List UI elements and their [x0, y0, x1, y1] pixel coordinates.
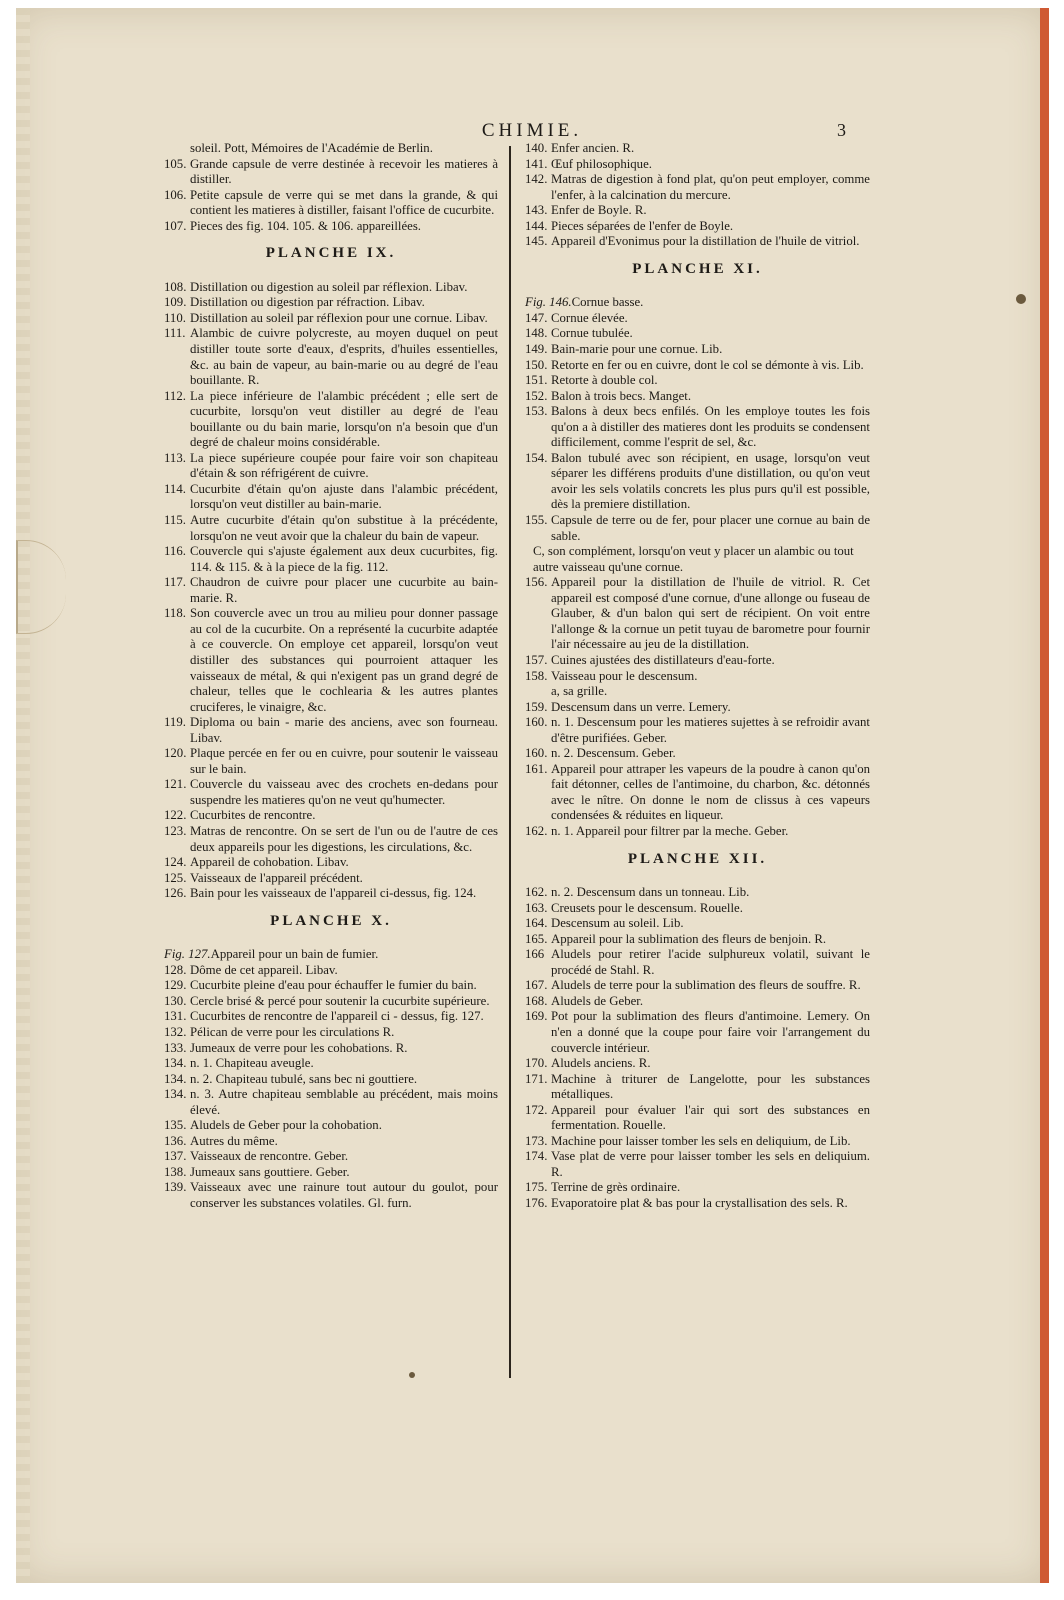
entry-item	[525, 234, 870, 250]
entry-number: 154.	[525, 450, 548, 465]
entry-text: Diploma ou bain - marie des anciens, avec son fourneau. Libav.	[190, 715, 498, 745]
entry-text: Plaque percée en fer ou en cuivre, pour soutenir le vaisseau sur le bain.	[190, 746, 498, 776]
entry-item	[164, 513, 498, 544]
entry-list	[525, 700, 870, 840]
entry-item	[525, 746, 870, 762]
entry-item	[164, 295, 498, 311]
section-heading: PLANCHE XI.	[632, 260, 763, 277]
entry-item	[164, 157, 498, 188]
entry-item	[525, 157, 870, 173]
entry-text: Autres du même.	[190, 1133, 278, 1148]
entry-item	[525, 389, 870, 405]
ink-speck	[1016, 294, 1026, 304]
left-column	[164, 141, 498, 1212]
entry-number: 160.	[525, 715, 548, 730]
entry-number: 158.	[525, 668, 548, 683]
entry-text: Œuf philosophique.	[551, 156, 652, 171]
entry-item	[525, 1196, 870, 1212]
entry-number: 141.	[525, 156, 548, 171]
entry-number: 142.	[525, 172, 548, 187]
entry-text: Cucurbites de rencontre de l'appareil ci - dessus, fig. 127.	[190, 1009, 484, 1024]
entry-number: 170.	[525, 1056, 548, 1071]
entry-number: 115.	[164, 513, 186, 528]
entry-item	[525, 451, 870, 513]
entry-text: Matras de rencontre. On se sert de l'un ou de l'autre de ces deux appareils pour les digestions, les circulations, &c.	[190, 823, 498, 854]
entry-item	[164, 389, 498, 451]
entry-text: n. 3. Autre chapiteau semblable au précédent, mais moins élevé.	[190, 1087, 498, 1117]
entry-number: 130.	[164, 993, 187, 1008]
entry-item	[525, 824, 870, 840]
entry-text: Appareil de cohobation. Libav.	[190, 855, 349, 870]
entry-number: 133.	[164, 1040, 187, 1055]
entry-item	[525, 916, 870, 932]
entry-number: 113.	[164, 450, 186, 465]
entry-item	[164, 575, 498, 606]
entry-item	[164, 994, 498, 1010]
entry-item	[525, 715, 870, 746]
entry-item	[164, 947, 498, 963]
entry-number: 118.	[164, 606, 186, 621]
entry-number: 125.	[164, 870, 187, 885]
entry-item	[525, 1056, 870, 1072]
entry-number: 136.	[164, 1133, 187, 1148]
entry-text: Cornue tubulée.	[551, 326, 633, 341]
intro-line: soleil. Pott, Mémoires de l'Académie de Berlin.	[190, 141, 433, 155]
entry-number: 106.	[164, 187, 187, 202]
entry-item	[164, 1180, 498, 1211]
entry-item	[164, 1072, 498, 1088]
entry-text: Cornue basse.	[571, 295, 644, 310]
entry-item	[164, 1134, 498, 1150]
entry-item	[164, 311, 498, 327]
entry-item	[525, 994, 870, 1010]
entry-list	[525, 295, 870, 544]
entry-list	[164, 280, 498, 902]
entry-text: Retorte en fer ou en cuivre, dont le col se démonte à vis. Lib.	[551, 357, 864, 372]
entry-item	[525, 404, 870, 451]
entry-item	[164, 606, 498, 715]
entry-item	[164, 746, 498, 777]
section-heading: PLANCHE IX.	[265, 245, 397, 262]
entry-text: n. 1. Appareil pour filtrer par la meche. Geber.	[551, 823, 789, 838]
page-number: 3	[837, 120, 846, 140]
entry-item	[164, 777, 498, 808]
entry-text: Descensum dans un verre. Lemery.	[551, 699, 731, 714]
entry-text: Pot pour la sublimation des fleurs d'antimoine. Lemery. On n'en a donné que la coupe pour faire voir l'arrangement du couvercle intérieur.	[551, 1009, 870, 1055]
entry-number: 126.	[164, 886, 187, 901]
entry-text: Terrine de grès ordinaire.	[551, 1180, 681, 1195]
entry-text: Pieces des fig. 104. 105. & 106. appareillées.	[190, 218, 421, 233]
binding-thread	[16, 540, 66, 634]
ink-speck	[409, 1372, 415, 1378]
entry-item	[525, 295, 870, 311]
entry-item	[525, 1134, 870, 1150]
entry-number: 171.	[525, 1071, 548, 1086]
entry-text: Creusets pour le descensum. Rouelle.	[551, 900, 743, 915]
entry-text: Enfer de Boyle. R.	[551, 203, 647, 218]
entry-text: Distillation au soleil par réflexion pour une cornue. Libav.	[190, 310, 488, 325]
entry-text: Chaudron de cuivre pour placer une cucurbite au bain-marie. R.	[190, 575, 498, 605]
entry-text: La piece inférieure de l'alambic précédent ; elle sert de cucurbite, lorsqu'on veut distiller au degré de l'eau bouillante ou du bain marie, lorsqu'on n'a besoin que d'un degré de chaleur moins considérable.	[190, 388, 498, 450]
section-heading: PLANCHE XII.	[627, 850, 768, 867]
entry-item	[525, 1180, 870, 1196]
entry-item	[164, 1025, 498, 1041]
entry-number: 121.	[164, 777, 187, 792]
entry-number: 153.	[525, 404, 548, 419]
entry-number: 148.	[525, 326, 548, 341]
entry-item	[164, 715, 498, 746]
entry-text: Retorte à double col.	[551, 373, 658, 388]
entry-text: Balons à deux becs enfilés. On les employe toutes les fois qu'on a à distiller des matieres dont les produits se condensent difficilement, comme l'esprit de sel, &c.	[551, 404, 870, 450]
entry-number: 162.	[525, 823, 548, 838]
entry-number: 149.	[525, 342, 548, 357]
entry-text: Son couvercle avec un trou au milieu pour donner passage au col de la cucurbite. On a représenté la cucurbite adaptée à ce couvercle. On employe cet appareil, lorsqu'on veut distiller des substances qui pourroient attaquer les vaisseaux de métal, & qui n'exigent pas un grand degré de chaleur, telles que le cochlearia & les autres plantes cruciferes, le vinaigre, &c.	[190, 606, 498, 714]
entry-text: Balon à trois becs. Manget.	[551, 388, 692, 403]
entry-text: Appareil pour un bain de fumier.	[210, 947, 379, 962]
entry-number: 164.	[525, 916, 548, 931]
entry-number: 109.	[164, 295, 187, 310]
entry-number: 166	[525, 947, 545, 962]
entry-item	[164, 1149, 498, 1165]
entry-text: Appareil pour attraper les vapeurs de la poudre à canon qu'on fait détonner, celles de l'antimoine, du charbon, &c. détonnés avec le nître. On donne le nom de clissus à ces vapeurs condensées & réduites en liqueur.	[551, 761, 870, 823]
entry-item	[525, 311, 870, 327]
entry-number: 114.	[164, 481, 186, 496]
entry-item	[525, 978, 870, 994]
entry-item	[164, 1056, 498, 1072]
entry-item	[525, 901, 870, 917]
right-column	[525, 141, 870, 1212]
entry-item	[525, 947, 870, 978]
entry-number: 117.	[164, 575, 186, 590]
entry-text: Aludels de Geber.	[551, 993, 644, 1008]
entry-text: Couvercle qui s'ajuste également aux deux cucurbites, fig. 114. & 115. & à la piece de la fig. 112.	[190, 544, 498, 574]
entry-item	[525, 1149, 870, 1180]
entry-number: 135.	[164, 1118, 187, 1133]
entry-number: 156.	[525, 575, 548, 590]
entry-number: 134.	[164, 1071, 187, 1086]
entry-text: Appareil d'Evonimus pour la distillation de l'huile de vitriol.	[551, 234, 860, 249]
entry-number: 108.	[164, 279, 187, 294]
entry-item	[525, 762, 870, 824]
entry-number: 139.	[164, 1180, 187, 1195]
entry-text: Enfer ancien. R.	[551, 141, 635, 155]
entry-text: Aludels de Geber pour la cohobation.	[190, 1118, 382, 1133]
entry-list	[164, 157, 498, 235]
entry-text: Distillation ou digestion au soleil par réflexion. Libav.	[190, 279, 468, 294]
entry-list	[525, 575, 870, 684]
entry-text: Evaporatoire plat & bas pour la crystallisation des sels. R.	[551, 1196, 848, 1210]
entry-number: 165.	[525, 931, 548, 946]
entry-number: 140.	[525, 141, 548, 155]
entry-text: Appareil pour la distillation de l'huile de vitriol. R. Cet appareil est composé d'une cornue, d'une allonge ou fuseau de Glauber, & d'un balon qui sert de récipient. On voit entre l'allonge & la cornue un petit tuyau de barometre pour fournir l'air nécessaire au jeu de la distillation.	[551, 575, 870, 652]
entry-number: 143.	[525, 203, 548, 218]
entry-number: 144.	[525, 218, 548, 233]
entry-number: 128.	[164, 962, 187, 977]
entry-text: Distillation ou digestion par réfraction. Libav.	[190, 295, 425, 310]
entry-text: n. 2. Chapiteau tubulé, sans bec ni gouttiere.	[190, 1071, 418, 1086]
entry-text: Jumeaux de verre pour les cohobations. R.	[190, 1040, 408, 1055]
entry-number: 134.	[164, 1087, 187, 1102]
entry-number: 168.	[525, 993, 548, 1008]
entry-text: Cornue élevée.	[551, 310, 628, 325]
entry-number: 176.	[525, 1196, 548, 1210]
entry-text: Machine à triturer de Langelotte, pour les substances métalliques.	[551, 1071, 870, 1102]
entry-item	[525, 219, 870, 235]
entry-number: 138.	[164, 1164, 187, 1179]
entry-text: Jumeaux sans gouttiere. Geber.	[190, 1164, 350, 1179]
entry-item	[525, 1103, 870, 1134]
entry-text: Cercle brisé & percé pour soutenir la cucurbite supérieure.	[190, 993, 490, 1008]
entry-text: Aludels anciens. R.	[551, 1056, 651, 1071]
entry-list	[525, 885, 870, 1211]
entry-item	[164, 1165, 498, 1181]
entry-number: 111.	[164, 326, 186, 341]
entry-number: 150.	[525, 357, 548, 372]
entry-item	[525, 669, 870, 685]
entry-number: 132.	[164, 1024, 187, 1039]
entry-item	[164, 855, 498, 871]
entry-number: 131.	[164, 1009, 187, 1024]
entry-number: 151.	[525, 373, 548, 388]
entry-number: 167.	[525, 978, 548, 993]
entry-number: 105.	[164, 156, 187, 171]
deckled-edge	[16, 8, 30, 1583]
note-line: a, sa grille.	[551, 684, 608, 699]
entry-item	[525, 342, 870, 358]
entry-text: Vase plat de verre pour laisser tomber les sels en deliquium. R.	[551, 1149, 870, 1179]
section-heading: PLANCHE X.	[270, 912, 392, 929]
entry-text: Cucurbite d'étain qu'on ajuste dans l'alambic précédent, lorsqu'on veut distiller au bain-marie.	[190, 481, 498, 512]
entry-text: Petite capsule de verre qui se met dans la grande, & qui contient les matieres à distiller, faisant l'office de cucurbite.	[190, 187, 498, 218]
entry-number: Fig. 146.	[525, 295, 572, 310]
entry-number: 137.	[164, 1149, 187, 1164]
entry-number: 172.	[525, 1102, 548, 1117]
entry-text: Aludels pour retirer l'acide sulphureux volatil, suivant le procédé de Stahl. R.	[551, 947, 870, 977]
entry-text: Matras de digestion à fond plat, qu'on peut employer, comme l'enfer, à la calcination du mercure.	[551, 172, 870, 202]
entry-number: 157.	[525, 652, 548, 667]
column-rule	[509, 146, 511, 1378]
entry-number: 155.	[525, 513, 548, 528]
entry-number: 169.	[525, 1009, 548, 1024]
entry-number: 152.	[525, 388, 548, 403]
entry-number: 122.	[164, 808, 187, 823]
entry-item	[525, 653, 870, 669]
entry-text: Cucurbites de rencontre.	[190, 808, 316, 823]
entry-text: n. 2. Descensum. Geber.	[551, 746, 676, 761]
entry-item	[525, 513, 870, 544]
entry-item	[164, 808, 498, 824]
entry-text: Descensum au soleil. Lib.	[551, 916, 684, 931]
entry-item	[164, 871, 498, 887]
entry-text: Appareil pour évaluer l'air qui sort des substances en fermentation. Rouelle.	[551, 1102, 870, 1133]
entry-number: 163.	[525, 900, 548, 915]
entry-text: Vaisseaux de l'appareil précédent.	[190, 870, 363, 885]
entry-text: Grande capsule de verre destinée à recevoir les matieres à distiller.	[190, 156, 498, 187]
entry-item	[525, 575, 870, 653]
entry-text: Bain-marie pour une cornue. Lib.	[551, 342, 723, 357]
entry-number: 159.	[525, 699, 548, 714]
entry-number: 120.	[164, 746, 187, 761]
entry-item	[525, 141, 870, 157]
entry-number: 134.	[164, 1056, 187, 1071]
entry-item	[164, 1087, 498, 1118]
entry-item	[164, 978, 498, 994]
entry-text: n. 1. Descensum pour les matieres sujettes à se refroidir avant d'être purifiées. Geber.	[551, 715, 870, 745]
entry-number: 107.	[164, 218, 187, 233]
entry-number: 116.	[164, 544, 186, 559]
entry-text: Pieces séparées de l'enfer de Boyle.	[551, 218, 734, 233]
entry-item	[164, 188, 498, 219]
entry-item	[164, 451, 498, 482]
entry-item	[164, 326, 498, 388]
entry-item	[525, 885, 870, 901]
entry-number: 110.	[164, 310, 186, 325]
entry-item	[164, 280, 498, 296]
entry-text: Couvercle du vaisseau avec des crochets en-dedans pour suspendre les matieres qu'on ne veut qu'humecter.	[190, 777, 498, 807]
entry-text: Cucurbite pleine d'eau pour échauffer le fumier du bain.	[190, 978, 477, 993]
note-line: C, son complément, lorsqu'on veut y placer un alambic ou tout autre vaisseau qu'une cornue.	[533, 544, 854, 574]
entry-text: Vaisseaux de rencontre. Geber.	[190, 1149, 349, 1164]
entry-item	[525, 326, 870, 342]
entry-text: Machine pour laisser tomber les sels en deliquium, de Lib.	[551, 1133, 851, 1148]
entry-item	[164, 824, 498, 855]
entry-text: Vaisseaux avec une rainure tout autour du goulot, pour conserver les substances volatiles. Gl. furn.	[190, 1180, 498, 1210]
entry-number: 129.	[164, 978, 187, 993]
entry-item	[164, 1041, 498, 1057]
entry-item	[164, 544, 498, 575]
entry-text: Dôme de cet appareil. Libav.	[190, 962, 338, 977]
entry-number: 160.	[525, 746, 548, 761]
entry-number: 119.	[164, 715, 186, 730]
entry-item	[164, 886, 498, 902]
entry-number: 162.	[525, 885, 548, 900]
entry-item	[525, 172, 870, 203]
entry-item	[164, 1118, 498, 1134]
entry-item	[525, 1009, 870, 1056]
entry-item	[164, 219, 498, 235]
entry-item	[525, 358, 870, 374]
entry-list	[525, 141, 870, 250]
entry-number: 173.	[525, 1133, 548, 1148]
entry-number: 124.	[164, 855, 187, 870]
entry-item	[525, 932, 870, 948]
entry-list	[164, 947, 498, 1211]
entry-number: Fig. 127.	[164, 947, 211, 962]
entry-text: Cuines ajustées des distillateurs d'eau-forte.	[551, 652, 775, 667]
entry-text: Aludels de terre pour la sublimation des fleurs de souffre. R.	[551, 978, 861, 993]
entry-number: 175.	[525, 1180, 548, 1195]
entry-text: Balon tubulé avec son récipient, en usage, lorsqu'on veut séparer les différens produits d'une distillation, ou qu'on veut avoir les sels volatils concrets les plus purs qu'il est possible, dès la premiere distillation.	[551, 450, 870, 512]
entry-item	[164, 963, 498, 979]
entry-text: n. 2. Descensum dans un tonneau. Lib.	[551, 885, 750, 900]
entry-number: 161.	[525, 761, 548, 776]
entry-text: La piece supérieure coupée pour faire voir son chapiteau d'étain & son réfrigérent de cuivre.	[190, 450, 498, 481]
entry-text: Pélican de verre pour les circulations R.	[190, 1024, 395, 1039]
entry-item	[525, 700, 870, 716]
entry-number: 123.	[164, 823, 187, 838]
entry-text: Alambic de cuivre polycreste, au moyen duquel on peut distiller toute sorte d'eaux, d'esprits, d'huiles essentielles, &c. au bain de vapeur, au bain-marie ou au degré de l'eau bouillante. R.	[190, 326, 498, 388]
entry-number: 147.	[525, 310, 548, 325]
entry-text: Autre cucurbite d'étain qu'on substitue à la précédente, lorsqu'on ne veut avoir que la chaleur du bain de vapeur.	[190, 513, 498, 543]
entry-text: n. 1. Chapiteau aveugle.	[190, 1056, 314, 1071]
entry-item	[525, 373, 870, 389]
entry-text: Appareil pour la sublimation des fleurs de benjoin. R.	[551, 931, 827, 946]
entry-number: 174.	[525, 1149, 548, 1164]
entry-number: 145.	[525, 234, 548, 249]
entry-item	[525, 1072, 870, 1103]
entry-text: Bain pour les vaisseaux de l'appareil ci-dessus, fig. 124.	[190, 886, 477, 901]
entry-item	[164, 1009, 498, 1025]
running-title: CHIMIE.	[481, 120, 583, 141]
entry-text: Vaisseau pour le descensum.	[551, 668, 698, 683]
entry-item	[525, 203, 870, 219]
entry-number: 112.	[164, 388, 186, 403]
entry-text: Capsule de terre ou de fer, pour placer une cornue au bain de sable.	[551, 513, 870, 543]
entry-item	[164, 482, 498, 513]
